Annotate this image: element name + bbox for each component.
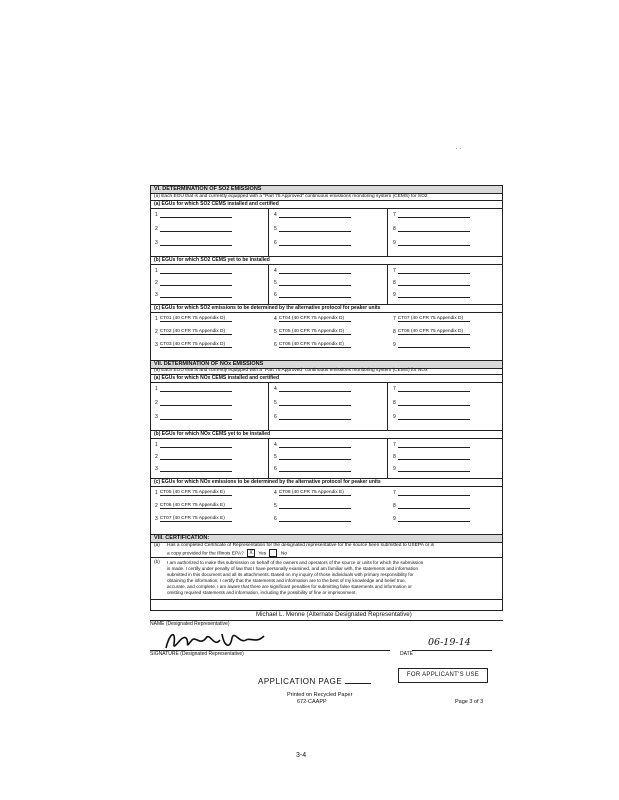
unit-number: 2 — [155, 503, 158, 509]
unit-value[interactable] — [279, 516, 351, 522]
unit-cell[interactable] — [155, 442, 232, 448]
section-vi-sub-b: (b) EGUs for which SO2 CEMS yet to be installed — [154, 257, 270, 263]
unit-value[interactable] — [160, 400, 232, 406]
yes-checkbox[interactable]: X — [247, 549, 255, 557]
unit-number: 9 — [393, 466, 396, 472]
unit-value[interactable] — [279, 503, 351, 509]
unit-value[interactable]: CT03 (40 CFR 75 Appendix D) — [160, 342, 232, 348]
unit-value[interactable]: CT06 (40 CFR 75 Appendix E) — [160, 503, 232, 509]
name-value: Michael L. Menne (Alternate Designated Representative) — [256, 611, 412, 618]
unit-cell[interactable] — [393, 316, 470, 322]
cert-b-line: accurate, and complete. I am aware that there are significant penalties for submitting false statements and information or — [167, 584, 412, 589]
cert-b-line: I am authorized to make this submission on behalf of the owners and operators of the source or units for which the submission — [167, 560, 424, 565]
unit-cell[interactable] — [393, 268, 470, 274]
unit-number: 1 — [155, 268, 158, 274]
unit-value[interactable] — [279, 466, 351, 472]
unit-number: 1 — [155, 490, 158, 496]
unit-number: 7 — [393, 442, 396, 448]
section-vi-header: VI. DETERMINATION OF SO2 EMISSIONS — [151, 186, 502, 194]
unit-value[interactable] — [160, 268, 232, 274]
unit-number: 4 — [274, 386, 277, 392]
unit-cell[interactable] — [155, 316, 232, 322]
unit-value[interactable] — [160, 280, 232, 286]
section-vii-header: VII. DETERMINATION OF NOx EMISSIONS — [151, 360, 502, 369]
unit-value[interactable] — [279, 414, 351, 420]
unit-number: 8 — [393, 226, 396, 232]
unit-number: 7 — [393, 212, 396, 218]
section-vi-sub-c: (c) EGUs for which SO2 emissions to be determined by the alternative protocol for peaker units — [154, 305, 381, 311]
unit-cell[interactable] — [393, 400, 470, 406]
cert-b-line: is made. I certify under penalty of law that I have personally examined, and am familiar with, the statements and information — [167, 566, 418, 571]
section-vi-intro: (a) Each EGU that is and currently equipped with a "Part 75 Approved" continuous emissions monitoring system (CEMS) for SO2 — [154, 194, 428, 199]
unit-cell[interactable] — [393, 292, 470, 298]
unit-cell[interactable] — [393, 414, 470, 420]
unit-cell[interactable] — [393, 454, 470, 460]
unit-number: 9 — [393, 292, 396, 298]
unit-cell[interactable] — [393, 386, 470, 392]
unit-number: 7 — [393, 268, 396, 274]
unit-number: 8 — [393, 329, 396, 335]
unit-value[interactable]: CT04 (40 CFR 75 Appendix D) — [279, 316, 351, 322]
unit-number: 9 — [393, 240, 396, 246]
unit-number: 6 — [274, 516, 277, 522]
unit-value[interactable] — [398, 442, 470, 448]
unit-cell[interactable] — [274, 240, 351, 246]
unit-cell[interactable] — [274, 342, 351, 348]
cert-b-line: submitted in this document and all its attachments. Based on my inquiry of those individuals with primary responsibility for — [167, 572, 414, 577]
unit-cell[interactable] — [393, 240, 470, 246]
unit-value[interactable] — [160, 292, 232, 298]
unit-value[interactable] — [160, 226, 232, 232]
cert-b-label: (b) — [154, 560, 160, 565]
unit-number: 3 — [155, 292, 158, 298]
unit-number: 3 — [155, 516, 158, 522]
unit-value[interactable] — [279, 212, 351, 218]
unit-number: 9 — [393, 516, 396, 522]
unit-number: 4 — [274, 268, 277, 274]
unit-cell[interactable] — [274, 400, 351, 406]
unit-value[interactable]: CT08 (40 CFR 75 Appendix D) — [398, 329, 470, 335]
unit-number: 2 — [155, 400, 158, 406]
form-number: 672-CAAPP — [297, 699, 327, 705]
unit-cell[interactable] — [155, 414, 232, 420]
unit-cell[interactable] — [393, 490, 470, 496]
unit-number: 7 — [393, 490, 396, 496]
unit-number: 1 — [155, 316, 158, 322]
unit-number: 4 — [274, 316, 277, 322]
yes-label: Yes — [258, 551, 267, 557]
unit-number: 8 — [393, 400, 396, 406]
unit-number: 8 — [393, 503, 396, 509]
unit-number: 9 — [393, 414, 396, 420]
unit-value[interactable] — [279, 442, 351, 448]
unit-value[interactable]: CT02 (40 CFR 75 Appendix D) — [160, 329, 232, 335]
unit-value[interactable] — [279, 400, 351, 406]
section-vii-intro: (a) Each EGU that is and currently equipped with a "Part 75 Approved" continuous emissions monitoring system (CEMS) for NOx — [154, 368, 428, 373]
unit-cell[interactable] — [393, 442, 470, 448]
unit-cell[interactable] — [274, 503, 351, 509]
unit-value[interactable] — [398, 342, 470, 348]
unit-value[interactable] — [398, 454, 470, 460]
unit-cell[interactable] — [274, 226, 351, 232]
unit-value[interactable] — [398, 280, 470, 286]
unit-number: 6 — [274, 342, 277, 348]
unit-cell[interactable] — [274, 268, 351, 274]
unit-number: 6 — [274, 466, 277, 472]
unit-number: 4 — [274, 442, 277, 448]
unit-number: 8 — [393, 280, 396, 286]
unit-cell[interactable] — [155, 386, 232, 392]
unit-number: 3 — [155, 342, 158, 348]
unit-value[interactable] — [398, 240, 470, 246]
unit-value[interactable] — [398, 226, 470, 232]
unit-number: 1 — [155, 442, 158, 448]
unit-value[interactable] — [398, 503, 470, 509]
section-vi-sub-a: (a) EGUs for which SO2 CEMS installed and certified — [154, 201, 279, 207]
unit-number: 1 — [155, 386, 158, 392]
unit-cell[interactable] — [155, 292, 232, 298]
unit-number: 5 — [274, 329, 277, 335]
printed-on-label: Printed on Recycled Paper — [287, 692, 353, 698]
unit-value[interactable] — [279, 226, 351, 232]
unit-number: 5 — [274, 280, 277, 286]
unit-value[interactable] — [398, 400, 470, 406]
unit-cell[interactable] — [155, 329, 232, 335]
unit-value[interactable] — [279, 454, 351, 460]
cert-b-line: obtaining the information, I certify that the statements and information are to the best of my knowledge and belief true, — [167, 578, 407, 583]
section-vii-sub-b: (b) EGUs for which NOx CEMS yet to be installed — [154, 431, 271, 437]
unit-cell[interactable] — [393, 342, 470, 348]
unit-cell[interactable] — [155, 280, 232, 286]
unit-cell[interactable] — [393, 329, 470, 335]
unit-cell[interactable] — [155, 212, 232, 218]
unit-number: 4 — [274, 212, 277, 218]
unit-cell[interactable] — [393, 466, 470, 472]
unit-value[interactable]: CT08 (40 CFR 75 Appendix E) — [279, 490, 351, 496]
unit-cell[interactable] — [274, 516, 351, 522]
unit-number: 2 — [155, 329, 158, 335]
unit-number: 5 — [274, 226, 277, 232]
unit-value[interactable] — [160, 466, 232, 472]
unit-number: 2 — [155, 280, 158, 286]
unit-value[interactable] — [398, 414, 470, 420]
unit-cell[interactable] — [393, 212, 470, 218]
unit-number: 2 — [155, 226, 158, 232]
section-vii-sub-c: (c) EGUs for which NOx emissions to be determined by the alternative protocol for peaker units — [154, 479, 381, 485]
unit-cell[interactable] — [393, 226, 470, 232]
unit-value[interactable]: CT01 (40 CFR 75 Appendix D) — [160, 316, 232, 322]
unit-cell[interactable] — [274, 454, 351, 460]
certification-header: VIII. CERTIFICATION: — [151, 534, 502, 543]
unit-number: 7 — [393, 386, 396, 392]
unit-value[interactable] — [279, 268, 351, 274]
unit-cell[interactable] — [155, 516, 232, 522]
unit-cell[interactable] — [274, 466, 351, 472]
unit-value[interactable] — [160, 454, 232, 460]
unit-value[interactable]: CT05 (40 CFR 75 Appendix D) — [279, 329, 351, 335]
unit-number: 8 — [393, 454, 396, 460]
unit-cell[interactable] — [274, 329, 351, 335]
unit-cell[interactable] — [155, 503, 232, 509]
unit-value[interactable]: CT07 (40 CFR 75 Appendix D) — [398, 316, 470, 322]
unit-cell[interactable] — [155, 240, 232, 246]
unit-number: 6 — [274, 414, 277, 420]
unit-value[interactable]: CT07 (40 CFR 75 Appendix E) — [160, 516, 232, 522]
unit-cell[interactable] — [155, 400, 232, 406]
unit-value[interactable] — [398, 212, 470, 218]
unit-number: 1 — [155, 212, 158, 218]
unit-value[interactable]: CT06 (40 CFR 75 Appendix E) — [279, 342, 351, 348]
unit-cell[interactable] — [274, 414, 351, 420]
unit-number: 6 — [274, 292, 277, 298]
no-checkbox[interactable] — [269, 549, 277, 557]
no-label: No — [280, 551, 287, 557]
unit-cell[interactable] — [155, 466, 232, 472]
date-label: DATE — [400, 651, 413, 657]
unit-cell[interactable] — [393, 503, 470, 509]
cert-a-text-1: Has a completed Certificate of Representation for the designated representative for the source been submitted to USEPA or is — [167, 543, 435, 548]
unit-value[interactable] — [398, 386, 470, 392]
unit-cell[interactable] — [274, 490, 351, 496]
unit-number: 4 — [274, 490, 277, 496]
unit-value[interactable] — [279, 292, 351, 298]
unit-number: 5 — [274, 400, 277, 406]
unit-value[interactable] — [160, 212, 232, 218]
unit-value[interactable] — [398, 268, 470, 274]
unit-cell[interactable] — [155, 490, 232, 496]
unit-cell[interactable] — [274, 292, 351, 298]
unit-value[interactable] — [279, 386, 351, 392]
unit-number: 5 — [274, 454, 277, 460]
emissions-form — [150, 185, 503, 611]
unit-cell[interactable] — [274, 316, 351, 322]
signature-label: SIGNATURE (Designated Representative) — [150, 651, 244, 657]
cert-a-text-2: a copy provided for the Illinois EPA? X Yes No — [167, 550, 287, 557]
unit-cell[interactable] — [274, 386, 351, 392]
unit-cell[interactable] — [274, 442, 351, 448]
unit-value[interactable] — [160, 386, 232, 392]
unit-cell[interactable] — [155, 342, 232, 348]
unit-number: 9 — [393, 342, 396, 348]
unit-cell[interactable] — [155, 268, 232, 274]
unit-value[interactable] — [279, 240, 351, 246]
unit-cell[interactable] — [274, 280, 351, 286]
unit-number: 3 — [155, 466, 158, 472]
unit-value[interactable] — [160, 414, 232, 420]
unit-value[interactable] — [398, 516, 470, 522]
unit-value[interactable]: CT05 (40 CFR 75 Appendix E) — [160, 490, 232, 496]
unit-number: 7 — [393, 316, 396, 322]
unit-cell[interactable] — [155, 226, 232, 232]
unit-value[interactable] — [279, 280, 351, 286]
unit-number: 2 — [155, 454, 158, 460]
unit-number: 5 — [274, 503, 277, 509]
unit-value[interactable] — [398, 292, 470, 298]
unit-cell[interactable] — [393, 516, 470, 522]
unit-cell[interactable] — [274, 212, 351, 218]
unit-number: 3 — [155, 414, 158, 420]
unit-value[interactable] — [160, 442, 232, 448]
cert-b-line: omitting required statements and information, including the possibility of fine or imprisonment. — [167, 590, 357, 595]
bottom-page-number: 3-4 — [296, 752, 307, 759]
unit-value[interactable] — [398, 490, 470, 496]
section-vii-sub-a: (a) EGUs for which NOx CEMS installed and certified — [154, 375, 280, 381]
unit-cell[interactable] — [393, 280, 470, 286]
unit-number: 3 — [155, 240, 158, 246]
office-use-box: FOR APPLICANT'S USE — [398, 668, 488, 683]
unit-value[interactable] — [160, 240, 232, 246]
name-label: NAME (Designated Representative) — [150, 621, 230, 627]
unit-number: 6 — [274, 240, 277, 246]
top-mark: . . — [456, 145, 462, 151]
cert-a-label: (a) — [154, 543, 160, 548]
date-value: 06-19-14 — [428, 637, 471, 648]
page-label: Page 3 of 3 — [455, 699, 484, 705]
unit-cell[interactable] — [155, 454, 232, 460]
unit-value[interactable] — [398, 466, 470, 472]
application-page-label: APPLICATION PAGE — [258, 677, 371, 686]
